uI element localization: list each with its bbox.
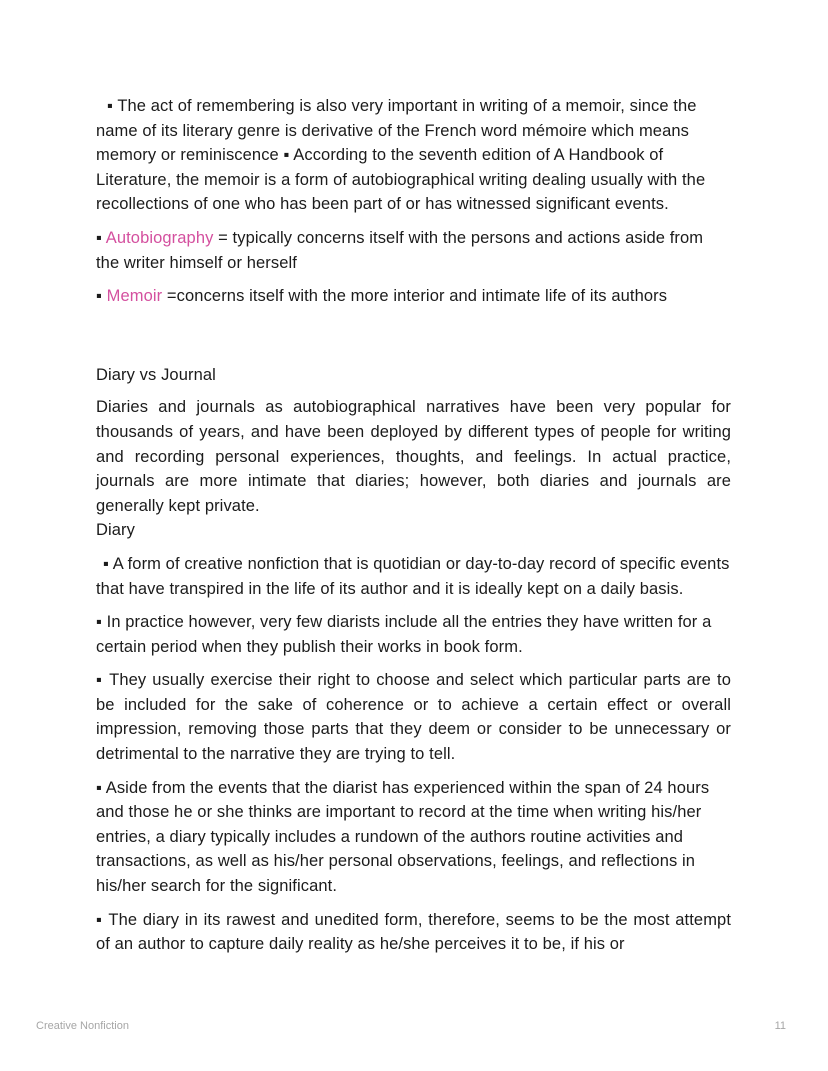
page-footer	[0, 1020, 828, 1036]
footer-page-number: 11	[774, 1020, 786, 1032]
bullet-memoir-definition	[96, 284, 731, 309]
bullet-diary-rundown: ▪ Aside from the events that the diarist has experienced within the span of 24 hours and those he or she thinks are important to record at the time when writing his/her entries, a diary typically includes a rundown of the authors routine activities and transactions, as well as his/her personal observations, feelings, and reflections in his/her search for the significant.	[96, 778, 710, 896]
bullet-marker: ▪	[96, 287, 107, 306]
paragraph-memoir-remembering: ▪ The act of remembering is also very important in writing of a memoir, since the name of its literary genre is derivative of the French word mémoire which means memory or reminiscence ▪ According to the seventh edition of A Handbook of Literature, the memoir is a form of autobiographical writing dealing usually with the recollections of one who has been part of or has witnessed significant events.	[96, 97, 706, 214]
bullet-diary-practice: ▪ In practice however, very few diarists include all the entries they have written for a certain period when they publish their works in book form.	[96, 613, 712, 656]
memoir-definition-text: =concerns itself with the more interior and intimate life of its authors	[162, 287, 668, 306]
bullet-diary-form: ▪ A form of creative nonfiction that is quotidian or day-to-day record of specific events that have transpired in the life of its author and it is ideally kept on a daily basis.	[96, 554, 730, 598]
bullet-diary-selection: ▪ They usually exercise their right to choose and select which particular parts are to be included for the sake of coherence or to achieve a certain effect or overall impression, removing those parts that they deem or consider to be unnecessary or detrimental to the narrative they are trying to tell.	[96, 671, 731, 764]
bullet-diary-rawest: ▪ The diary in its rawest and unedited form, therefore, seems to be the most attempt of an author to capture daily reality as he/she perceives it to be, if his or	[96, 910, 731, 954]
bullet-autobiography-definition	[96, 226, 731, 275]
footer-document-title: Creative Nonfiction	[36, 1020, 129, 1032]
diary-subheading: Diary	[96, 521, 136, 540]
term-memoir: Memoir	[106, 287, 163, 306]
term-autobiography: Autobiography	[105, 228, 214, 247]
autobiography-definition-text: = typically concerns itself with the persons and actions aside from the writer himself or herself	[96, 228, 704, 272]
section-heading-diary-vs-journal: Diary vs Journal	[96, 365, 216, 384]
paragraph-diaries-journals: Diaries and journals as autobiographical narratives have been very popular for thousands of years, and have been deployed by different types of people for writing and recording personal experiences, thoughts, and feelings. In actual practice, journals are more intimate that diaries; however, both diaries and journals are generally kept private.	[96, 398, 731, 515]
bullet-marker: ▪	[96, 228, 106, 247]
